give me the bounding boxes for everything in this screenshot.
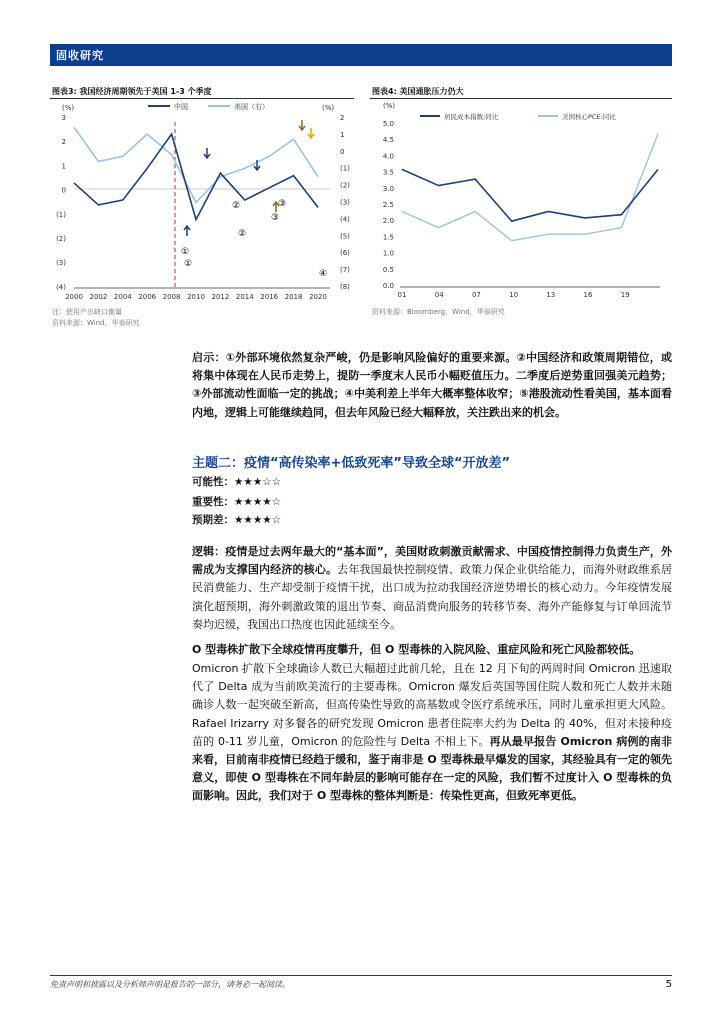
f4-y-tick: 2.5: [382, 201, 394, 209]
f3-left-tick: 3: [61, 114, 66, 122]
f4-x-tick: 04: [434, 291, 444, 299]
f3-left-tick: (1): [56, 210, 66, 219]
f3-left-tick: 1: [61, 162, 66, 171]
f3-right-tick: (2): [340, 181, 350, 190]
f4-y-tick: 4.0: [382, 152, 394, 161]
page-number: 5: [665, 979, 672, 990]
f4-y-tick: 5.0: [382, 120, 394, 128]
f4-y-tick: 3.5: [382, 168, 394, 177]
importance-rating: 重要性：★★★★☆: [192, 496, 282, 508]
f3-right-tick: (1): [340, 164, 350, 173]
f3-left-tick: (4): [56, 283, 66, 292]
omicron-p1: Omicron 扩散下全球确诊人数已大幅超过此前几轮，且在 12 月下旬的两周时间 Omicron 迅速取代了 Delta 成为当前欧美流行的主要毒株。Omicron 爆发后英国等国住院人数和死亡人数并未随确诊人数一起突破至新高，但高传染性导致的高基数或令医疗系统承压，同时儿童承担更大风险。Rafael Irizarry 对多餐各的研究发现 Omicron 患者住院率大约为 Delta 的 40%，但对未接种疫苗的 0-11 岁儿童，Omicron 的危险性与 Delta 不相上下。: [192, 662, 672, 748]
footer-rule: [50, 975, 672, 976]
f4-y-tick: 2.0: [382, 217, 394, 226]
logic-paragraph: [192, 543, 672, 634]
figure3-rule: [50, 98, 354, 99]
f3-arrow-down-icon: [299, 120, 305, 130]
f4-unit: (%): [383, 102, 396, 110]
f3-left-tick: 2: [61, 138, 66, 147]
f3-right-tick: (8): [340, 283, 350, 291]
f4-y-tick: 1.0: [382, 249, 394, 258]
expectation-gap-rating: 预期差：★★★★☆: [192, 514, 282, 526]
f3-right-tick: (4): [340, 215, 350, 224]
figure3-note: 注：使用产出缺口衡量: [52, 308, 122, 316]
f3-arrow-up-icon: [184, 226, 190, 236]
f3-right-tick: (7): [340, 266, 350, 275]
theme2-heading: 主题二：疫情“高传染率+低致死率”导致全球“开放差”: [192, 456, 511, 471]
f3-unit-right: (%): [322, 104, 335, 112]
f4-y-tick: 1.5: [382, 233, 394, 242]
f3-right-tick: 1: [340, 130, 345, 139]
insight-paragraph: 启示：①外部环境依然复杂严峻，仍是影响风险偏好的重要来源。②中国经济和政策周期错位，或将集中体现在人民币走势上，提防一季度末人民币小幅贬值压力。二季度后逆势重回强美元趋势；③外部流动性面临一定的挑战；④中美利差上半年大概率整体收窄；⑤港股流动性看美国，基本面看内地，逻辑上可能继续趋同，但去年风险已经大幅释放，关注跌出来的机会。: [192, 351, 672, 419]
f3-legend-china: 中国: [174, 103, 188, 111]
f3-legend-us: 美国（右）: [234, 103, 269, 111]
f4-y-tick: 4.5: [382, 136, 394, 145]
f3-x-tick: 2012: [211, 293, 230, 301]
f3-x-tick: 2000: [65, 293, 83, 301]
f3-right-tick: 0: [340, 147, 345, 156]
figure3-chart: [50, 100, 360, 305]
f3-x-tick: 2020: [309, 293, 327, 301]
f3-marker-1: ①: [181, 247, 190, 257]
f3-right-tick: (5): [340, 232, 350, 241]
figure4-rule: [370, 98, 672, 99]
f3-x-tick: 2008: [162, 293, 181, 301]
f3-marker-3b: ③: [278, 199, 287, 209]
f3-x-tick: 2006: [138, 293, 157, 301]
f3-marker-3: ③: [271, 213, 280, 223]
f3-marker-2b: ②: [238, 229, 247, 239]
figure4-chart: [370, 100, 672, 305]
f3-arrow-down-icon: [204, 148, 210, 158]
f3-left-tick: 0: [61, 186, 66, 195]
omicron-p2: 再从最早报告 Omicron 病例的南非来看，目前南非疫情已经趋于缓和，鉴于南非是 O 型毒株最早爆发的国家，其经验具有一定的领先意义，即使 O 型毒株在不同年龄层的影响可能存在一定的风险，我们暂不过度计入 O 型毒株的负面影响。因此，我们对于 O 型毒株的整体判断是：传染性更高，但致死率更低。: [192, 734, 672, 803]
f4-x-tick: 07: [471, 291, 481, 299]
f4-series-cost: [402, 169, 658, 221]
figure4-source: 资料来源：Bloomberg，Wind，华泰研究: [372, 308, 505, 316]
logic-bold: 逻辑：疫情是过去两年最大的“基本面”，美国财政刺激贡献需求、中国疫情控制得力负责生产，外需成为支撑国内经济的核心。: [192, 545, 672, 577]
figure3-source: 资料来源：Wind，华泰研究: [52, 319, 140, 327]
logic-rest: 去年我国最快控制疫情、政策力保企业供给能力，而海外财政维系居民消费能力、生产却受制于疫情干扰，出口成为拉动我国经济逆势增长的核心动力。今年疫情发展演化超预期，海外刺激政策的退出节奏、商品消费向服务的转移节奏、海外产能修复与订单回流节奏均迟缓，我国出口热度也因此延续至今。: [192, 563, 673, 631]
f4-legend-pce: 美国核心PCE:同比: [562, 113, 616, 121]
f4-x-tick: 16: [583, 291, 593, 299]
f3-marker-1b: ①: [184, 259, 193, 269]
f4-legend-cost: 居民成本指数:同比: [444, 113, 499, 121]
brand-logo: [528, 76, 618, 98]
f3-arrow-down-icon: [308, 128, 314, 138]
f4-x-tick: 19: [620, 291, 630, 299]
f3-left-tick: (3): [56, 259, 66, 268]
omicron-heading: O 型毒株扩散下全球疫情再度攀升，但 O 型毒株的入院风险、重症风险和死亡风险都较低。: [192, 643, 641, 656]
section-label: 固收研究: [56, 49, 104, 62]
f4-y-tick: 3.0: [382, 184, 394, 193]
footer-disclaimer: 免责声明和披露以及分析师声明是报告的一部分，请务必一起阅读。: [50, 980, 290, 989]
f4-series-pce: [402, 134, 658, 241]
f4-y-tick: 0.5: [382, 265, 394, 274]
f4-x-tick: 13: [546, 291, 556, 299]
brand-name: 华泰证券: [553, 74, 618, 93]
f3-left-tick: (2): [56, 235, 66, 243]
f3-right-tick: 2: [340, 114, 345, 122]
brand-mark-icon: [528, 76, 548, 98]
omicron-paragraph: [192, 660, 672, 806]
f3-marker-2: ②: [232, 201, 241, 211]
f3-marker-4: ④: [319, 269, 328, 279]
possibility-rating: 可能性：★★★☆☆: [192, 476, 282, 488]
f4-x-tick: 10: [509, 291, 519, 299]
f3-x-tick: 2004: [113, 293, 132, 301]
f3-x-tick: 2002: [89, 293, 108, 301]
f3-x-tick: 2010: [187, 293, 205, 301]
f3-x-tick: 2018: [284, 293, 303, 301]
f4-x-tick: 01: [397, 291, 407, 299]
f4-y-tick: 0.0: [382, 282, 394, 290]
f3-series-us: [74, 127, 318, 202]
brand-sub: HUATAI SECURITIES: [553, 92, 612, 98]
f3-x-tick: 2014: [235, 293, 254, 301]
f3-x-tick: 2016: [260, 293, 279, 301]
f3-unit-left: (%): [62, 104, 75, 112]
figure4-title: 图表4: 美国通胀压力仍大: [372, 87, 464, 96]
f3-right-tick: (3): [340, 198, 350, 207]
f3-right-tick: (6): [340, 249, 350, 258]
figure3-title: 图表3: 我国经济周期领先于美国 1-3 个季度: [52, 87, 212, 96]
